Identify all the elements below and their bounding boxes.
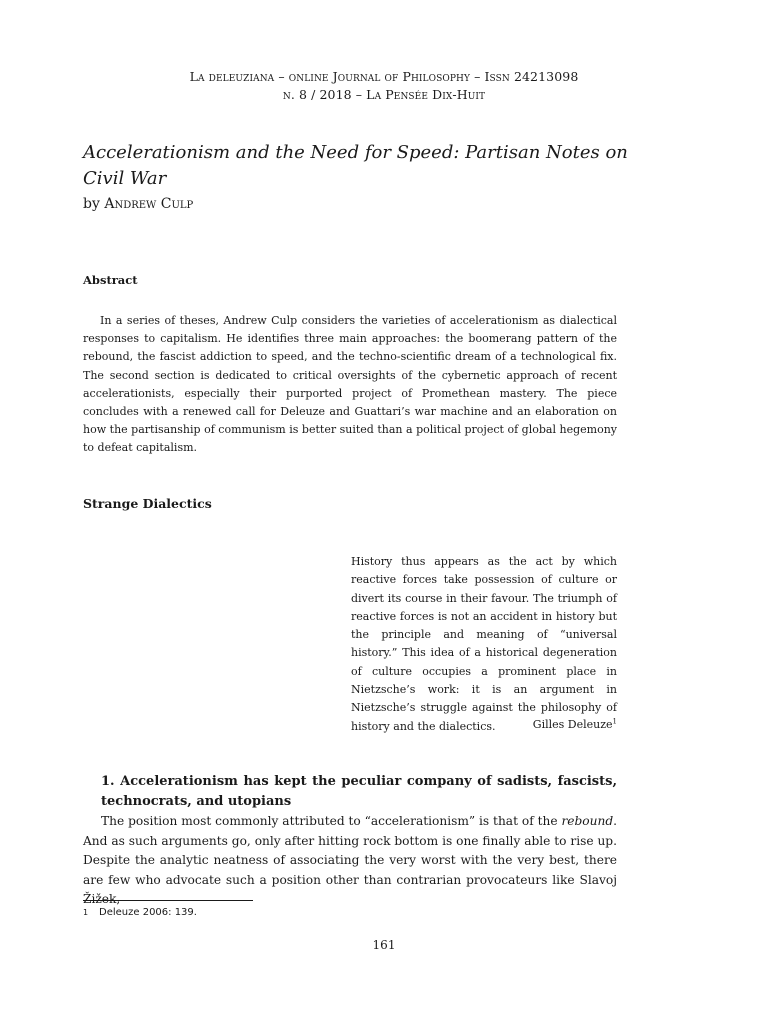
author-line <box>83 194 193 214</box>
epigraph-author: Gilles Deleuze <box>532 718 613 731</box>
body-italic-term: rebound <box>561 814 614 828</box>
epigraph-attribution <box>533 716 617 734</box>
footnote <box>83 906 197 920</box>
thesis-title-line2: technocrats, and utopians <box>101 794 292 809</box>
epigraph-quote: History thus appears as the act by which reactive forces take possession of culture or divert its course in their favour. The triumph of reactive forces is not an accident in history but the principle and meaning of “universal history.” This idea of a historical degeneration of culture occupies a prominent place in Nietzsche’s work: it is an argument in Nietzsche’s struggle against the philosophy of history and the dialectics. <box>351 555 617 733</box>
footnote-number: 1 <box>83 908 89 917</box>
journal-header <box>0 68 768 104</box>
section-heading: Strange Dialectics <box>83 496 212 511</box>
article-title: Accelerationism and the Need for Speed: Partisan Notes on Civil War <box>83 142 628 189</box>
thesis-heading <box>101 772 617 812</box>
body-paragraph <box>83 812 617 910</box>
abstract-heading: Abstract <box>83 273 138 287</box>
footnote-text: Deleuze 2006: 139. <box>99 907 197 918</box>
thesis-heading-line1 <box>101 772 617 792</box>
author-by: by <box>83 196 100 212</box>
footnote-reference[interactable]: 1 <box>612 717 617 726</box>
body-text-start: The position most commonly attributed to “accelerationism” is that of the <box>101 814 562 828</box>
author-name: Andrew Culp <box>104 196 194 212</box>
footnote-divider <box>83 900 253 901</box>
journal-header-line2: n. 8 / 2018 – La Pensée Dix-Huit <box>282 87 486 102</box>
body-text-rest: . And as such arguments go, only after hitting rock bottom is one finally able to rise up. Despite the analytic neatness of associating the very worst with the very best, there are few who advocate such a position other than contrarian provocateurs like Slavoj Žižek, <box>83 814 617 907</box>
abstract-text: In a series of theses, Andrew Culp considers the varieties of accelerationism as dialectical responses to capitalism. He identifies three main approaches: the boomerang pattern of the rebound, the fascist addiction to speed, and the techno-scientific dream of a technological fix. The second section is dedicated to critical oversights of the cybernetic approach of recent accelerationists, especially their purported project of Promethean mastery. The piece concludes with a renewed call for Deleuze and Guattari’s war machine and an elaboration on how the partisanship of communism is better suited than a political project of global hegemony to defeat capitalism. <box>83 314 617 455</box>
journal-header-line1: La deleuziana – online Journal of Philosophy – Issn 24213098 <box>189 69 579 84</box>
thesis-number: 1. <box>101 774 115 789</box>
page-number: 161 <box>372 938 396 952</box>
thesis-title-line1: Accelerationism has kept the peculiar company of sadists, fascists, <box>120 774 617 789</box>
